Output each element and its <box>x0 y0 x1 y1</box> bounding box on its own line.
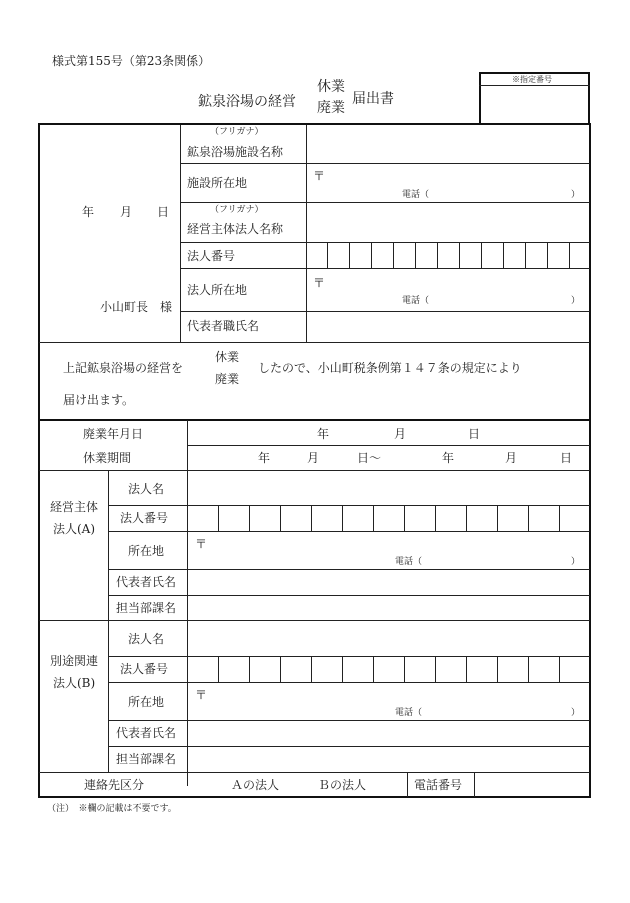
corporate-address-field[interactable] <box>307 269 589 310</box>
section-a-representative-field[interactable] <box>188 570 589 594</box>
section-b-title-line2: 法人(B) <box>53 676 96 690</box>
closure-date-label: 廃業年月日 <box>83 427 144 441</box>
section-b-number-label: 法人番号 <box>120 662 169 676</box>
suspension-start-month: 月 <box>307 451 320 465</box>
contact-option-a[interactable]: Ａの法人 <box>231 778 280 792</box>
facility-address-field[interactable] <box>307 164 589 201</box>
contact-option-b[interactable]: Ｂの法人 <box>318 778 367 792</box>
date-month: 月 <box>120 205 133 219</box>
corporate-number-label: 法人番号 <box>187 249 236 263</box>
section-b-representative-field[interactable] <box>188 721 589 745</box>
closure-month: 月 <box>394 427 407 441</box>
footnote: （注） ※欄の記載は不要です。 <box>47 804 177 814</box>
furigana-label-facility: （フリガナ） <box>210 127 264 137</box>
statement-option-closure: 廃業 <box>215 372 240 386</box>
operator-name-label: 経営主体法人名称 <box>187 222 284 236</box>
corporate-address-label: 法人所在地 <box>187 283 248 297</box>
phone-label-section-b: 電話（ <box>395 708 423 718</box>
statement-middle: したので、小山町税条例第１４７条の規定により <box>258 361 522 375</box>
title-prefix: 鉱泉浴場の経営 <box>198 94 296 110</box>
form-reference: 様式第155号（第23条関係） <box>52 54 211 68</box>
postal-mark-section-a: 〒 <box>195 537 208 551</box>
postal-mark-corporate: 〒 <box>313 276 326 290</box>
phone-close-corporate: ） <box>571 296 581 306</box>
phone-label-facility: 電話（ <box>402 190 430 200</box>
section-b-name-label: 法人名 <box>128 632 165 646</box>
corporate-number-cells[interactable] <box>306 242 590 268</box>
closure-year: 年 <box>317 427 330 441</box>
section-b-title-line1: 別途関連 <box>50 654 99 668</box>
section-b-representative-label: 代表者氏名 <box>116 726 177 740</box>
suspension-start-day: 日～ <box>357 451 382 465</box>
section-a-number-cells[interactable] <box>187 505 590 531</box>
section-b-name-field[interactable] <box>188 621 589 655</box>
suspension-end-year: 年 <box>442 451 455 465</box>
phone-label-section-a: 電話（ <box>395 557 423 567</box>
suspension-period-label: 休業期間 <box>83 451 132 465</box>
statement-option-suspension: 休業 <box>215 350 240 364</box>
closure-day: 日 <box>468 427 481 441</box>
phone-close-section-b: ） <box>571 708 581 718</box>
phone-close-section-a: ） <box>571 557 581 567</box>
representative-label: 代表者職氏名 <box>187 319 260 333</box>
suspension-end-month: 月 <box>505 451 518 465</box>
section-b-number-cells[interactable] <box>187 656 590 682</box>
contact-phone-label: 電話番号 <box>414 778 463 792</box>
section-b-address-field[interactable] <box>188 683 589 719</box>
suspension-start-year: 年 <box>258 451 271 465</box>
section-a-address-label: 所在地 <box>128 544 165 558</box>
title-option-closure: 廃業 <box>317 100 345 116</box>
section-a-title-line2: 法人(A) <box>53 522 96 536</box>
representative-field[interactable] <box>307 312 589 342</box>
furigana-label-operator: （フリガナ） <box>210 205 264 215</box>
title-option-suspension: 休業 <box>317 79 345 95</box>
contact-phone-field[interactable] <box>475 773 589 796</box>
phone-label-corporate: 電話（ <box>402 296 430 306</box>
date-day: 日 <box>157 205 170 219</box>
operator-name-field[interactable] <box>307 203 589 241</box>
facility-address-label: 施設所在地 <box>187 176 248 190</box>
suspension-period-field[interactable] <box>188 446 589 469</box>
designation-label: ※指定番号 <box>512 75 552 84</box>
statement-prefix: 上記鉱泉浴場の経営を <box>63 361 184 375</box>
statement-line2: 届け出ます。 <box>63 393 135 407</box>
section-a-address-field[interactable] <box>188 532 589 568</box>
postal-mark-facility: 〒 <box>313 169 326 183</box>
suspension-end-day: 日 <box>560 451 573 465</box>
facility-name-field[interactable] <box>307 126 589 162</box>
closure-date-field[interactable] <box>188 421 589 444</box>
section-a-title-line1: 経営主体 <box>50 500 99 514</box>
section-a-name-field[interactable] <box>188 471 589 504</box>
section-a-department-field[interactable] <box>188 596 589 619</box>
section-b-department-label: 担当部課名 <box>116 752 177 766</box>
section-a-number-label: 法人番号 <box>120 511 169 525</box>
phone-close-facility: ） <box>571 190 581 200</box>
date-year: 年 <box>82 205 95 219</box>
section-b-address-label: 所在地 <box>128 695 165 709</box>
section-a-name-label: 法人名 <box>128 482 165 496</box>
section-a-representative-label: 代表者氏名 <box>116 575 177 589</box>
section-a-department-label: 担当部課名 <box>116 601 177 615</box>
contact-label: 連絡先区分 <box>84 778 145 792</box>
addressee: 小山町長 様 <box>100 300 173 314</box>
postal-mark-section-b: 〒 <box>195 688 208 702</box>
title-suffix: 届出書 <box>352 91 394 107</box>
section-b-department-field[interactable] <box>188 747 589 771</box>
facility-name-label: 鉱泉浴場施設名称 <box>187 145 284 159</box>
